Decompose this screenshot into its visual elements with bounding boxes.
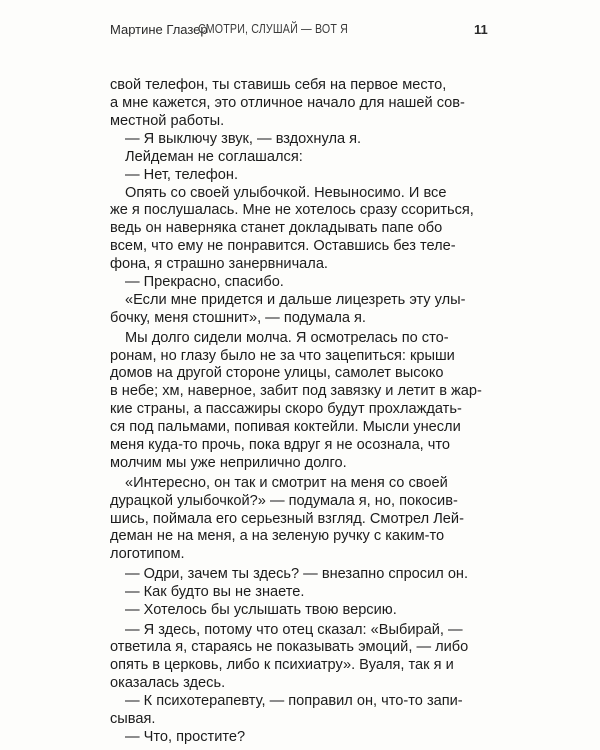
text-line: деман не на меня, а на зеленую ручку с каким-то xyxy=(110,528,445,545)
text-line: — Прекрасно, спасибо. xyxy=(125,274,284,290)
text-line: бочку, меня стошнит», — подумала я. xyxy=(110,309,366,326)
text-line: свой телефон, ты ставишь себя на первое место, xyxy=(110,77,447,93)
text-line: фона, я страшно занервничала. xyxy=(110,256,328,273)
text-line: а мне кажется, это отличное начало для нашей сов- xyxy=(110,94,465,111)
text-line: ответила я, стараясь не показывать эмоций, — либо xyxy=(110,639,469,656)
text-line: дурацкой улыбочкой?» — подумала я, но, покосив- xyxy=(110,492,458,509)
text-line: — Одри, зачем ты здесь? — внезапно спросил он. xyxy=(125,566,469,582)
text-line: — Что, простите? xyxy=(125,729,246,745)
text-line: в небе; хм, наверное, забит под завязку и летит в жар- xyxy=(110,383,482,400)
text-line: кие страны, а пассажиры скоро будут прохлаждать- xyxy=(110,401,462,418)
text-line: — Нет, телефон. xyxy=(125,166,239,183)
text-line: Лейдеман не соглашался: xyxy=(125,148,303,165)
text-line: — Я здесь, потому что отец сказал: «Выбирай, — xyxy=(125,621,463,638)
text-line: молчим мы уже неприлично долго. xyxy=(110,454,347,471)
text-line: логотипом. xyxy=(110,546,185,563)
text-line: — К психотерапевту, — поправил он, что-то запи- xyxy=(125,693,463,710)
text-line: опять в церковь, либо к психиатру». Вуаля, так я и xyxy=(110,657,454,674)
text-line: ведь он наверняка станет докладывать папе обо xyxy=(110,220,443,237)
text-line: сывая. xyxy=(110,711,156,728)
running-header-title: СМОТРИ, СЛУШАЙ — ВОТ Я xyxy=(198,21,349,36)
text-line: домов на другой стороне улицы, самолет высоко xyxy=(110,365,444,382)
text-line: Опять со своей улыбочкой. Невыносимо. И все xyxy=(125,184,447,201)
text-line: «Если мне придется и дальше лицезреть эту улы- xyxy=(125,291,466,308)
text-line: же я послушалась. Мне не хотелось сразу ссориться, xyxy=(110,202,474,219)
text-line: всем, что ему не понравится. Оставшись без теле- xyxy=(110,238,456,255)
text-line: меня куда-то прочь, пока вдруг я не осознала, что xyxy=(110,437,451,453)
text-line: «Интересно, он так и смотрит на меня со своей xyxy=(125,474,448,491)
text-line: ронам, но глазу было не за что зацепиться: крыши xyxy=(110,347,455,364)
running-header-author: Мартине Глазер xyxy=(110,22,208,37)
text-line: местной работы. xyxy=(110,112,225,129)
text-line: — Как будто вы не знаете. xyxy=(125,583,305,600)
text-line: ся под пальмами, попивая коктейли. Мысли унесли xyxy=(110,419,461,436)
text-line: — Я выключу звук, — вздохнула я. xyxy=(125,130,362,147)
text-line: оказалась здесь. xyxy=(110,675,226,692)
text-line: шись, поймала его серьезный взгляд. Смотрел Лей- xyxy=(110,510,464,527)
page-number: 11 xyxy=(474,22,488,37)
text-line: — Хотелось бы услышать твою версию. xyxy=(125,601,397,618)
text-line: Мы долго сидели молча. Я осмотрелась по сто- xyxy=(125,329,449,346)
